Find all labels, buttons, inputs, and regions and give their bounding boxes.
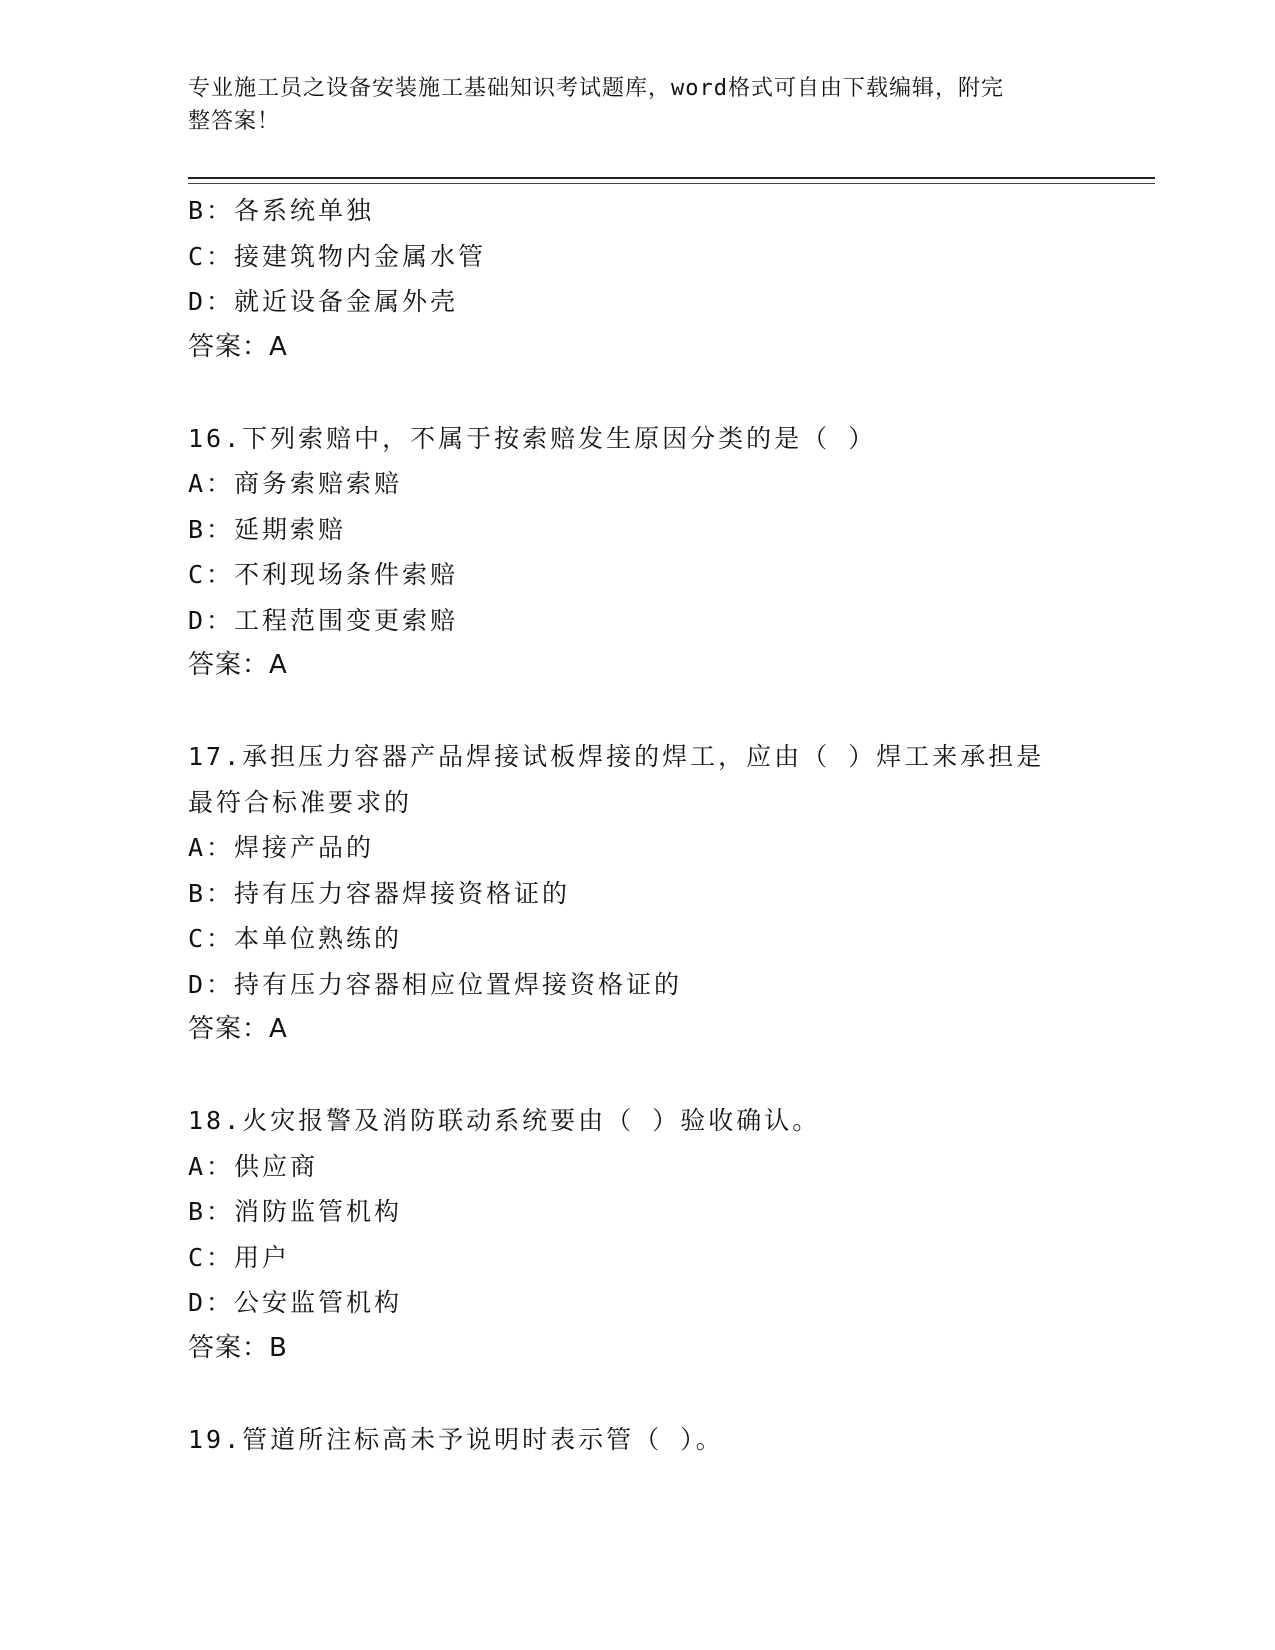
question-gap [188, 1371, 1088, 1417]
option-d: D：公安监管机构 [188, 1288, 403, 1317]
option-b: B：各系统单独 [188, 196, 375, 225]
question-gap [188, 370, 1088, 416]
question-18 [188, 1098, 1088, 1371]
option-c: C：本单位熟练的 [188, 924, 403, 953]
header-divider-thin [188, 183, 1155, 184]
option-b: B：延期索赔 [188, 514, 347, 544]
option-c: C：不利现场条件索赔 [188, 560, 459, 589]
option-c: C：用户 [188, 1242, 291, 1272]
option-d: D：持有压力容器相应位置焊接资格证的 [188, 969, 683, 999]
question-stem: 18.火灾报警及消防联动系统要由（ ）验收确认。 [188, 1106, 821, 1135]
question-16 [188, 416, 1088, 689]
option-a: A：商务索赔索赔 [188, 469, 403, 498]
option-b: B：持有压力容器焊接资格证的 [188, 878, 571, 908]
question-gap [188, 689, 1088, 735]
header-line-2: 整答案！ [188, 109, 281, 134]
option-b: B：消防监管机构 [188, 1197, 403, 1226]
question-stem: 17.承担压力容器产品焊接试板焊接的焊工，应由（ ）焊工来承担是 [188, 742, 1045, 771]
option-a: A：焊接产品的 [188, 833, 375, 862]
question-stem: 16.下列索赔中，不属于按索赔发生原因分类的是（ ） [188, 423, 877, 453]
document-header [188, 72, 1068, 138]
answer-line: 答案：A [188, 1014, 288, 1044]
question-17 [188, 734, 1088, 1053]
prev-question [188, 188, 1088, 370]
answer-line: 答案：B [188, 1332, 288, 1363]
question-stem: 19.管道所注标高未予说明时表示管（ ）。 [188, 1424, 724, 1454]
question-stem-continued: 最符合标准要求的 [188, 787, 413, 817]
answer-line: 答案：A [188, 331, 288, 362]
header-divider-thick [188, 177, 1155, 179]
question-content [188, 188, 1088, 1462]
question-19 [188, 1417, 1088, 1463]
question-gap [188, 1053, 1088, 1099]
answer-line: 答案：A [188, 650, 288, 680]
option-d: D：就近设备金属外壳 [188, 287, 459, 316]
option-d: D：工程范围变更索赔 [188, 605, 459, 635]
option-a: A：供应商 [188, 1151, 319, 1181]
header-line-1: 专业施工员之设备安装施工基础知识考试题库，word格式可自由下载编辑，附完 [188, 76, 1004, 101]
option-c: C：接建筑物内金属水管 [188, 241, 487, 271]
